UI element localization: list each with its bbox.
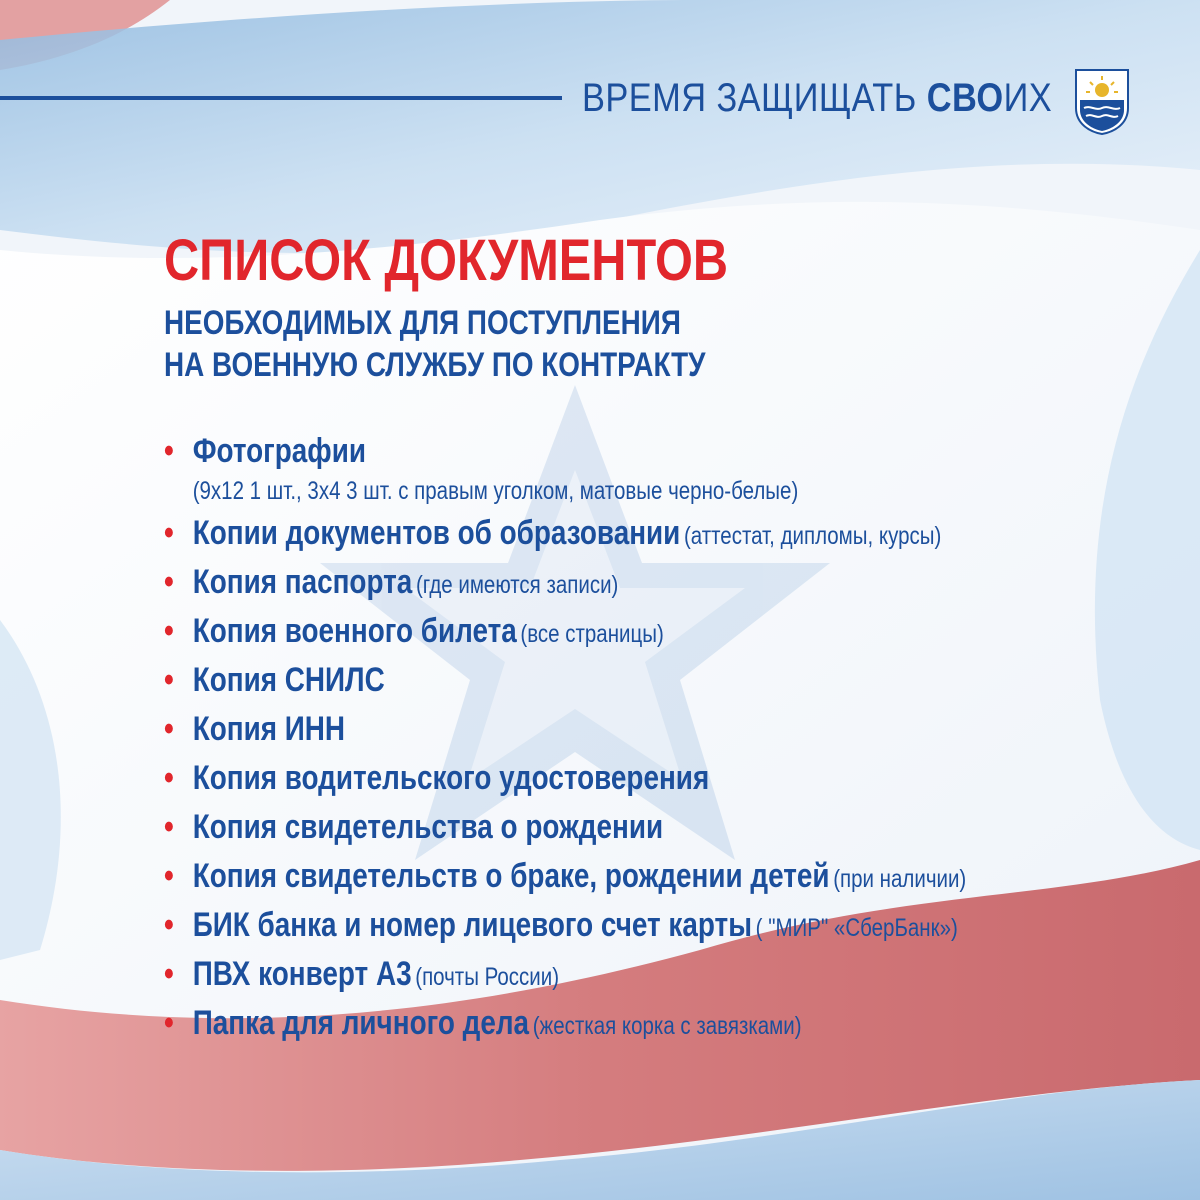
document-name: Копия ИНН — [192, 710, 346, 748]
list-item — [164, 559, 966, 608]
bullet-icon: • — [164, 955, 174, 993]
document-note: (аттестат, дипломы, курсы) — [683, 522, 942, 550]
document-name: БИК банка и номер лицевого счет карты — [192, 906, 753, 944]
list-item — [164, 902, 966, 951]
document-list — [164, 428, 966, 1049]
document-name: Копия СНИЛС — [192, 661, 385, 699]
bullet-icon: • — [164, 710, 174, 748]
slogan: ВРЕМЯ ЗАЩИЩАТЬ СВОИХ — [582, 76, 1053, 120]
list-item — [164, 755, 966, 804]
document-name: Копия свидетельства о рождении — [192, 808, 664, 846]
list-item — [164, 853, 966, 902]
list-item — [164, 608, 966, 657]
header-line — [0, 96, 562, 100]
list-item — [164, 510, 966, 559]
bullet-icon: • — [164, 808, 174, 846]
document-name: Копия военного билета — [192, 612, 517, 650]
document-name: ПВХ конверт А3 — [192, 955, 412, 993]
bullet-icon: • — [164, 661, 174, 699]
page-subtitle — [164, 302, 706, 386]
document-name: Фотографии — [192, 432, 366, 470]
document-note: ( "МИР" «СберБанк») — [755, 914, 958, 942]
document-name: Копии документов об образовании — [192, 514, 681, 552]
page-title: СПИСОК ДОКУМЕНТОВ — [164, 228, 729, 293]
document-note: (где имеются записи) — [415, 571, 619, 599]
bullet-icon: • — [164, 563, 174, 601]
document-name: Папка для личного дела — [192, 1004, 530, 1042]
bullet-icon: • — [164, 906, 174, 944]
list-item — [164, 804, 966, 853]
bullet-icon: • — [164, 514, 174, 552]
list-item — [164, 1000, 966, 1049]
bullet-icon: • — [164, 857, 174, 895]
list-item — [164, 657, 966, 706]
document-note: (9х12 1 шт., 3х4 3 шт. с правым уголком, матовые черно-белые) — [192, 477, 799, 505]
document-note: (все страницы) — [520, 620, 664, 648]
bullet-icon: • — [164, 432, 174, 470]
bullet-icon: • — [164, 759, 174, 797]
bullet-icon: • — [164, 1004, 174, 1042]
list-item — [164, 706, 966, 755]
document-name: Копия свидетельств о браке, рождении детей — [192, 857, 830, 895]
document-note: (при наличии) — [833, 865, 967, 893]
document-name: Копия водительского удостоверения — [192, 759, 710, 797]
document-note: (жесткая корка с завязками) — [532, 1012, 802, 1040]
list-item — [164, 428, 966, 508]
document-note: (почты России) — [415, 963, 560, 991]
subtitle-line: НА ВОЕННУЮ СЛУЖБУ ПО КОНТРАКТУ — [164, 346, 706, 384]
coat-of-arms-icon — [1074, 68, 1130, 136]
list-item — [164, 951, 966, 1000]
bullet-icon: • — [164, 612, 174, 650]
document-name: Копия паспорта — [192, 563, 413, 601]
subtitle-line: НЕОБХОДИМЫХ ДЛЯ ПОСТУПЛЕНИЯ — [164, 304, 681, 342]
